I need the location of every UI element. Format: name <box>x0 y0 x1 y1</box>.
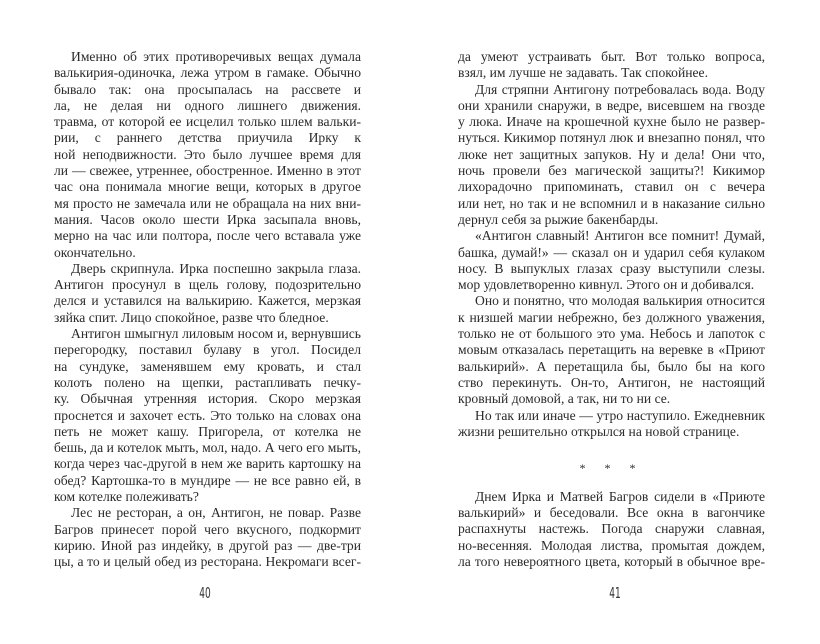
text-line: Но так или иначе — утро наступило. Ежедневник <box>475 407 765 423</box>
paragraph <box>458 228 765 293</box>
text-line: дернул себя за рыжие бакенбарды. <box>458 211 659 227</box>
text-line: ком котелке полеживать? <box>54 489 199 505</box>
text-line: перегородку, поставил булаву в угол. Посидел <box>54 342 361 358</box>
text-line: петь не может кашу. Пригорела, от котелка не <box>54 423 361 439</box>
section-separator: * * * <box>579 461 644 476</box>
text-line: когда через час-другой в нем же варить картошку на <box>54 456 361 472</box>
text-line: валькирий» и беседовали. Все окна в вагончике <box>458 505 765 521</box>
text-line: мовым отказалась перетащить на веревке в «Приют <box>458 342 765 358</box>
text-line: Лес не ресторан, а он, Антигон, не повар. Разве <box>71 505 361 521</box>
right-page <box>410 0 820 644</box>
text-line: валькирия-одиночка, лежа утром в гамаке. Обычно <box>54 65 361 81</box>
text-line: делся и уставился на валькирию. Кажется, мерзкая <box>54 293 361 309</box>
text-line: или нет, но так и не вспомнил и в наказание сильно <box>458 195 765 211</box>
text-line: бешь, да и котелок мыть, мол, надо. А чего его мыть, <box>54 440 361 456</box>
text-line: колоть полено на щепки, растапливать печку- <box>54 374 361 390</box>
text-line: люке нет защитных запуков. Ну и дела! Они что, <box>458 146 765 162</box>
page-number-right: 41 <box>609 584 621 602</box>
text-line: Антигон просунул в щель голову, подозрительно <box>54 277 361 293</box>
left-page-text <box>54 49 361 571</box>
text-line: зяйка спит. Лицо спокойное, разве что бледное. <box>54 309 329 325</box>
paragraph <box>54 326 361 505</box>
text-line: ла того невероятного цвета, который в обычное вре- <box>458 553 765 569</box>
paragraph <box>54 49 361 261</box>
text-line: ночь провели без магической защиты?! Кикимор <box>458 163 765 179</box>
text-line: нуться. Кикимор потянул люк и внезапно понял, что <box>458 130 765 146</box>
text-line: Оно и понятно, что молодая валькирия относится <box>475 293 765 309</box>
text-line: кровный домовой, а так, ни то ни се. <box>458 391 671 407</box>
paragraph <box>458 489 765 570</box>
page-number-left: 40 <box>199 584 211 602</box>
text-line: носу. В выпуклых глазах сразу выступили слезы. <box>458 260 765 276</box>
text-line: рии, с раннего детства приучила Ирку к <box>54 130 361 146</box>
text-line: Багров принесет порой чего вкусного, подкормит <box>54 521 361 537</box>
text-line: ла, не делая ни одного лишнего движения. <box>54 97 361 113</box>
right-page-text <box>458 49 765 570</box>
text-line: лихорадочно припоминать, ставил он с вечера <box>458 179 765 195</box>
text-line: мя просто не замечала или не обращала на них вни- <box>54 195 361 211</box>
text-line: окончательно. <box>54 244 136 260</box>
text-line: Именно об этих противоречивых вещах думала <box>71 49 361 64</box>
text-line: но-весенняя. Молодая листва, промытая дождем, <box>458 537 765 553</box>
text-line: жизни решительно открылся на новой странице. <box>458 423 740 439</box>
text-line: кирию. Иной раз индейку, в другой раз — две-три <box>54 537 361 553</box>
text-line: час она понимала многие вещи, которых в другое <box>54 179 361 195</box>
text-line: на сундуке, заменявшем ему кровать, и стал <box>54 358 361 374</box>
text-line: они хранили снаружи, в ведре, висевшем на гвозде <box>458 97 765 113</box>
paragraph <box>54 505 361 570</box>
text-line: распахнуты настежь. Погода снаружи славная, <box>458 521 765 537</box>
text-line: травма, от которой ее исцелил только шлем вальки- <box>54 114 361 130</box>
text-line: бывало так: она просыпалась на рассвете и <box>54 81 361 97</box>
text-line: к низшей магии небрежно, без должного уважения, <box>458 309 765 325</box>
text-line: проснется и захочет есть. Это только на словах она <box>54 407 361 423</box>
text-line: Дверь скрипнула. Ирка поспешно закрыла глаза. <box>71 260 361 276</box>
text-line: Днем Ирка и Матвей Багров сидели в «Приюте <box>475 488 765 504</box>
text-line: валькирий». А перетащила бы, было бы на кого <box>458 358 765 374</box>
text-line: ной неподвижности. Это было лучшее время для <box>54 146 361 162</box>
text-line: Для стряпни Антигону потребовалась вода. Воду <box>475 81 765 97</box>
text-line: взял, им лучше не задавать. Так спокойнее. <box>458 65 708 81</box>
text-line: мерно на час или полтора, после чего вставала уже <box>54 228 361 244</box>
text-line: ство перекинуть. Он-то, Антигон, не настоящий <box>458 374 765 390</box>
text-line: цы, а то и целый обед из ресторана. Некромаги всег- <box>54 554 361 570</box>
paragraph <box>458 49 765 82</box>
text-line: башка, думай!» — сказал он и ударил себя кулаком <box>458 244 765 260</box>
text-line: «Антигон славный! Антигон все помнит! Думай, <box>475 228 765 244</box>
text-line: мор удовлетворенно кивнул. Этого он и добивался. <box>458 277 755 293</box>
paragraph <box>54 261 361 326</box>
text-line: ли — свежее, утреннее, обостренное. Именно в этот <box>54 163 361 179</box>
text-line: Антигон шмыгнул лиловым носом и, вернувшись <box>71 326 361 342</box>
text-line: мания. Часов около шести Ирка засыпала вновь, <box>54 211 361 227</box>
paragraph <box>458 293 765 407</box>
text-line: у люка. Иначе на крошечной кухне было не развер- <box>458 114 765 130</box>
text-line: обед? Картошка-то в мундире — не все равно ей, в <box>54 472 361 488</box>
paragraph <box>458 408 765 441</box>
text-line: только не от большого это ума. Небось и лапоток с <box>458 326 765 342</box>
paragraph <box>458 82 765 229</box>
text-line: ку. Обычная утренняя история. Скоро мерзкая <box>54 391 361 407</box>
text-line: да умеют устраивать быт. Вот только вопроса, <box>458 49 765 64</box>
